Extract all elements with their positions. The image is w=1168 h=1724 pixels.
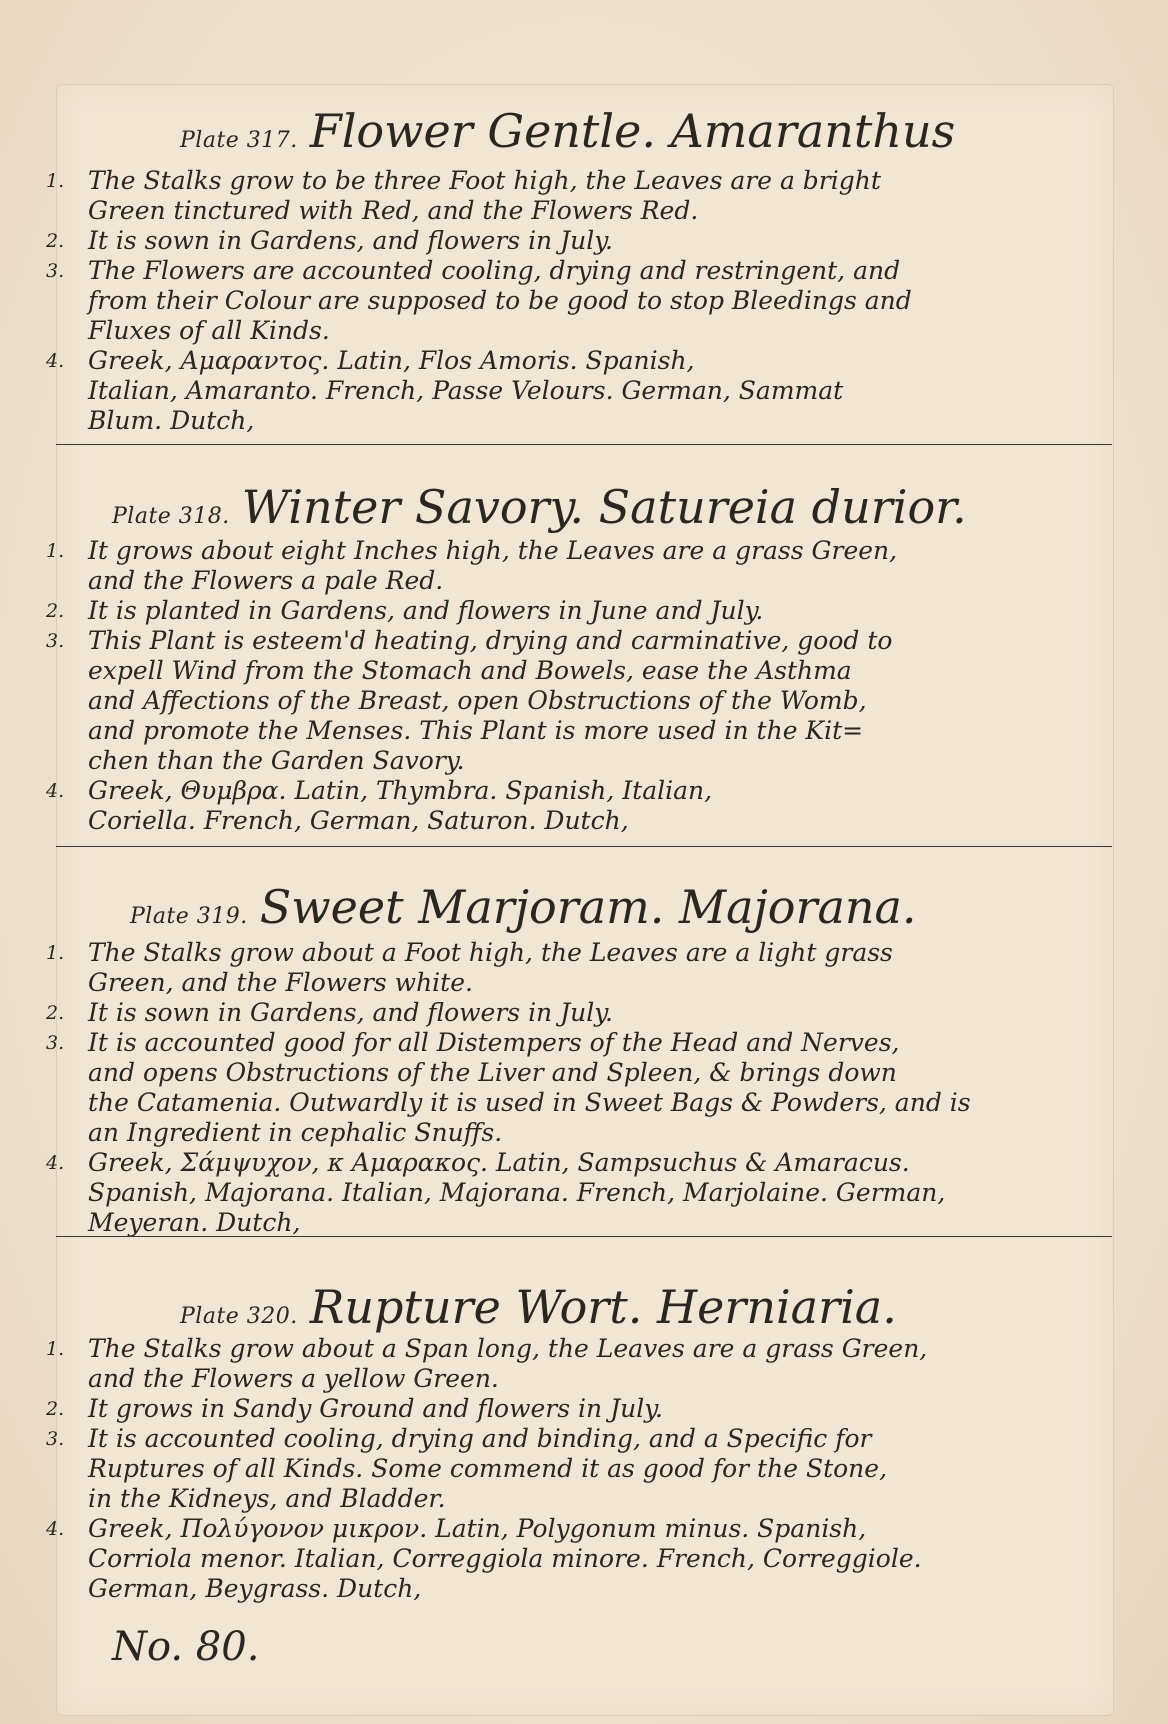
item-number: 4. <box>46 1152 65 1174</box>
item-text: The Stalks grow about a Foot high, the Leaves are a light grass Green, and the Flowers white. <box>88 938 893 997</box>
list-item <box>40 1514 1070 1604</box>
divider-rule <box>56 444 1112 445</box>
item-text: Greek, Πολύγονον μικρον. Latin, Polygonum minus. Spanish, Corriola menor. Italian, Correggiola minore. French, Correggiole. German, Beygrass. Dutch, <box>88 1514 922 1603</box>
plate-label: Plate 319. <box>130 904 248 929</box>
item-text: It grows in Sandy Ground and flowers in July. <box>88 1394 663 1423</box>
item-text: The Flowers are accounted cooling, drying and restringent, and from their Colour are supposed to be good to stop Bleedings and Fluxes of all Kinds. <box>88 256 912 345</box>
plate-318-items <box>40 536 1070 836</box>
item-number: 1. <box>46 170 65 192</box>
plate-label: Plate 317. <box>180 128 298 153</box>
list-item <box>40 1148 1070 1238</box>
plate-title: Rupture Wort. Herniaria. <box>309 1280 897 1334</box>
item-text: It is sown in Gardens, and flowers in July. <box>88 226 613 255</box>
item-number: 2. <box>46 230 65 252</box>
plate-title: Winter Savory. Satureia durior. <box>241 480 967 534</box>
list-item <box>40 536 1070 596</box>
plate-label: Plate 320. <box>180 1304 298 1329</box>
list-item <box>40 166 1070 226</box>
divider-rule <box>56 1236 1112 1237</box>
list-item <box>40 256 1070 346</box>
plate-318-heading <box>112 480 967 534</box>
item-number: 2. <box>46 1002 65 1024</box>
item-text: The Stalks grow to be three Foot high, the Leaves are a bright Green tinctured with Red, and the Flowers Red. <box>88 166 881 225</box>
item-text: It is planted in Gardens, and flowers in June and July. <box>88 596 764 625</box>
item-text: Greek, Θυμβρα. Latin, Thymbra. Spanish, Italian, Coriella. French, German, Saturon. Dutch, <box>88 776 713 835</box>
list-item <box>40 626 1070 776</box>
item-number: 2. <box>46 600 65 622</box>
plate-title: Flower Gentle. Amaranthus <box>309 104 956 158</box>
item-number: 3. <box>46 1428 65 1450</box>
item-text: It is sown in Gardens, and flowers in July. <box>88 998 613 1027</box>
plate-label: Plate 318. <box>112 504 230 529</box>
plate-320-heading <box>180 1280 897 1334</box>
item-text: Greek, Αμαραντος. Latin, Flos Amoris. Spanish, Italian, Amaranto. French, Passe Velours. German, Sammat Blum. Dutch, <box>88 346 844 435</box>
list-item <box>40 938 1070 998</box>
plate-319-heading <box>130 880 917 934</box>
list-item <box>40 226 1070 256</box>
divider-rule <box>56 846 1112 847</box>
list-item <box>40 1028 1070 1148</box>
item-text: Greek, Σάμψυχον, κ Αμαρακος. Latin, Sampsuchus & Amaracus. Spanish, Majorana. Italian, Majorana. French, Marjolaine. German, Meyeran. Dutch, <box>88 1148 946 1237</box>
item-number: 4. <box>46 350 65 372</box>
item-number: 1. <box>46 1338 65 1360</box>
item-number: 2. <box>46 1398 65 1420</box>
list-item <box>40 998 1070 1028</box>
list-item <box>40 1394 1070 1424</box>
item-number: 3. <box>46 260 65 282</box>
plate-317-items <box>40 166 1070 436</box>
item-text: The Stalks grow about a Span long, the Leaves are a grass Green, and the Flowers a yellow Green. <box>88 1334 928 1393</box>
item-number: 1. <box>46 942 65 964</box>
plate-320-items <box>40 1334 1070 1604</box>
item-number: 4. <box>46 780 65 802</box>
item-number: 3. <box>46 630 65 652</box>
list-item <box>40 1334 1070 1394</box>
item-text: This Plant is esteem'd heating, drying and carminative, good to expell Wind from the Stomach and Bowels, ease the Asthma and Affections of the Breast, open Obstructions of the Womb, and promote the Menses. This Plant is more used in the Kit= chen than the Garden Savory. <box>88 626 893 775</box>
plate-title: Sweet Marjoram. Majorana. <box>259 880 917 934</box>
plate-317-heading <box>180 104 955 158</box>
item-text: It grows about eight Inches high, the Leaves are a grass Green, and the Flowers a pale Red. <box>88 536 898 595</box>
item-text: It is accounted good for all Distempers of the Head and Nerves, and opens Obstructions of the Liver and Spleen, & brings down the Catamenia. Outwardly it is used in Sweet Bags & Powders, and is an Ingredient in cephalic Snuffs. <box>88 1028 971 1147</box>
folio-number: No. 80. <box>112 1624 260 1670</box>
item-number: 3. <box>46 1032 65 1054</box>
list-item <box>40 776 1070 836</box>
list-item <box>40 1424 1070 1514</box>
item-number: 1. <box>46 540 65 562</box>
item-text: It is accounted cooling, drying and binding, and a Specific for Ruptures of all Kinds. Some commend it as good for the Stone, in the Kidneys, and Bladder. <box>88 1424 888 1513</box>
item-number: 4. <box>46 1518 65 1540</box>
plate-319-items <box>40 938 1070 1238</box>
list-item <box>40 596 1070 626</box>
list-item <box>40 346 1070 436</box>
